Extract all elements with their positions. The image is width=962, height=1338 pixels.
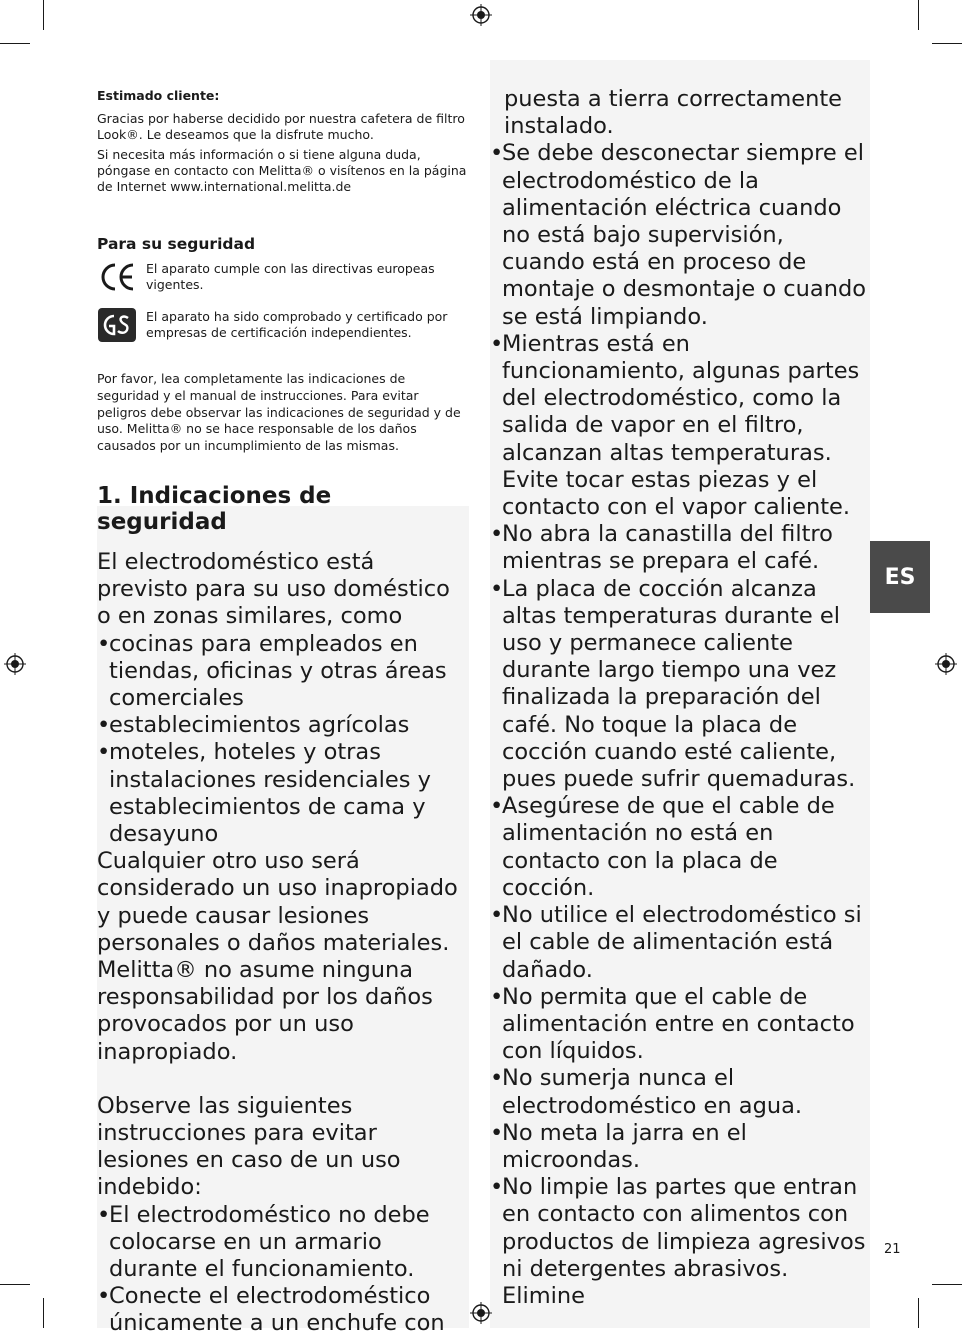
- crop-mark: [43, 0, 44, 30]
- crop-mark: [0, 1284, 30, 1285]
- list-item: • Conecte el electrodoméstico únicamente a un enchufe con: [97, 1283, 469, 1337]
- list-item: • moteles, hoteles y otras instalaciones residenciales y establecimientos de cama y desayuno: [97, 739, 469, 848]
- registration-mark-icon: [4, 653, 26, 675]
- registration-mark-icon: [935, 653, 957, 675]
- registration-mark-icon: [470, 1302, 492, 1324]
- crop-mark: [918, 1298, 919, 1328]
- list-item: • Mientras está en funcionamiento, algunas partes del electrodoméstico, como la salida de vapor en el filtro, alcanzan altas temperaturas. Evite tocar estas piezas y el contacto con el vapor caliente.: [490, 331, 868, 521]
- safety-rules-list-right: [490, 140, 868, 1310]
- intro-title: Estimado cliente:: [97, 88, 220, 103]
- list-item: • No sumerja nunca el electrodoméstico en agua.: [490, 1065, 868, 1119]
- crop-mark: [918, 0, 919, 30]
- contact-paragraph: Si necesita más información o si tiene alguna duda, póngase en contacto con Melitta® o visítenos en la página de Internet www.international.melitta.de: [97, 147, 467, 194]
- warning-paragraph: Por favor, lea completamente las indicaciones de seguridad y el manual de instrucciones. Para evitar peligros debe observar las indicaciones de seguridad y de uso. Melitta® no se hace responsable de los daños causados por un incumplimiento de las mismas.: [97, 371, 461, 454]
- list-item: • La placa de cocción alcanza altas temperaturas durante el uso y permanece caliente durante largo tiempo una vez finalizada la preparación del café. No toque la placa de cocción cuando esté caliente, pues puede sufrir quemaduras.: [490, 576, 868, 794]
- gs-row: [97, 307, 469, 343]
- intended-use-intro: El electrodoméstico está previsto para su uso doméstico o en zonas similares, como: [97, 548, 450, 630]
- list-item: • establecimientos agrícolas: [97, 712, 469, 739]
- intro-paragraph: Gracias por haberse decidido por nuestra cafetera de filtro Look®. Le deseamos que la disfrute mucho.: [97, 111, 465, 142]
- list-item: • cocinas para empleados en tiendas, oficinas y otras áreas comerciales: [97, 631, 469, 713]
- section-heading: 1. Indicaciones de seguridad: [97, 482, 332, 535]
- intended-use-list: [97, 631, 469, 849]
- list-item: • Asegúrese de que el cable de alimentación no está en contacto con la placa de cocción.: [490, 793, 868, 902]
- continuation-text: puesta a tierra correctamente instalado.: [504, 86, 843, 140]
- list-item: • No limpie las partes que entran en contacto con alimentos con productos de limpieza agresivos ni detergentes abrasivos. Elimine: [490, 1174, 868, 1310]
- crop-mark: [43, 1298, 44, 1328]
- list-item: • El electrodoméstico no debe colocarse en un armario durante el funcionamiento.: [97, 1202, 469, 1284]
- language-tab: ES: [870, 541, 930, 613]
- page-number: 21: [884, 1242, 901, 1257]
- observe-paragraph: Observe las siguientes instrucciones para evitar lesiones en caso de un uso indebido:: [97, 1092, 401, 1201]
- disclaimer-paragraph: Cualquier otro uso será considerado un uso inapropiado y puede causar lesiones personales o daños materiales. Melitta® no asume ninguna responsabilidad por los daños provocados por un uso inapropiado.: [97, 848, 458, 1065]
- list-item: • No meta la jarra en el microondas.: [490, 1120, 868, 1174]
- list-item: • No abra la canastilla del filtro mientras se prepara el café.: [490, 521, 868, 575]
- crop-mark: [0, 43, 30, 44]
- registration-mark-icon: [470, 4, 492, 26]
- right-column: [490, 86, 868, 1310]
- crop-mark: [932, 43, 962, 44]
- gs-text: El aparato ha sido comprobado y certificado por empresas de certificación independientes.: [146, 309, 448, 340]
- safety-title: Para su seguridad: [97, 235, 256, 253]
- ce-mark-icon: [97, 259, 137, 295]
- list-item: • No permita que el cable de alimentación entre en contacto con líquidos.: [490, 984, 868, 1066]
- list-item: • No utilice el electrodoméstico si el cable de alimentación está dañado.: [490, 902, 868, 984]
- crop-mark: [932, 1284, 962, 1285]
- safety-rules-list-left: [97, 1202, 469, 1338]
- left-column: [97, 88, 469, 1338]
- list-item: • Se debe desconectar siempre el electrodoméstico de la alimentación eléctrica cuando no está bajo supervisión, cuando está en proceso de montaje o desmontaje o cuando se está limpiando.: [490, 140, 868, 330]
- gs-certification-icon: [97, 307, 137, 343]
- ce-text: El aparato cumple con las directivas europeas vigentes.: [146, 261, 435, 292]
- ce-row: [97, 259, 469, 295]
